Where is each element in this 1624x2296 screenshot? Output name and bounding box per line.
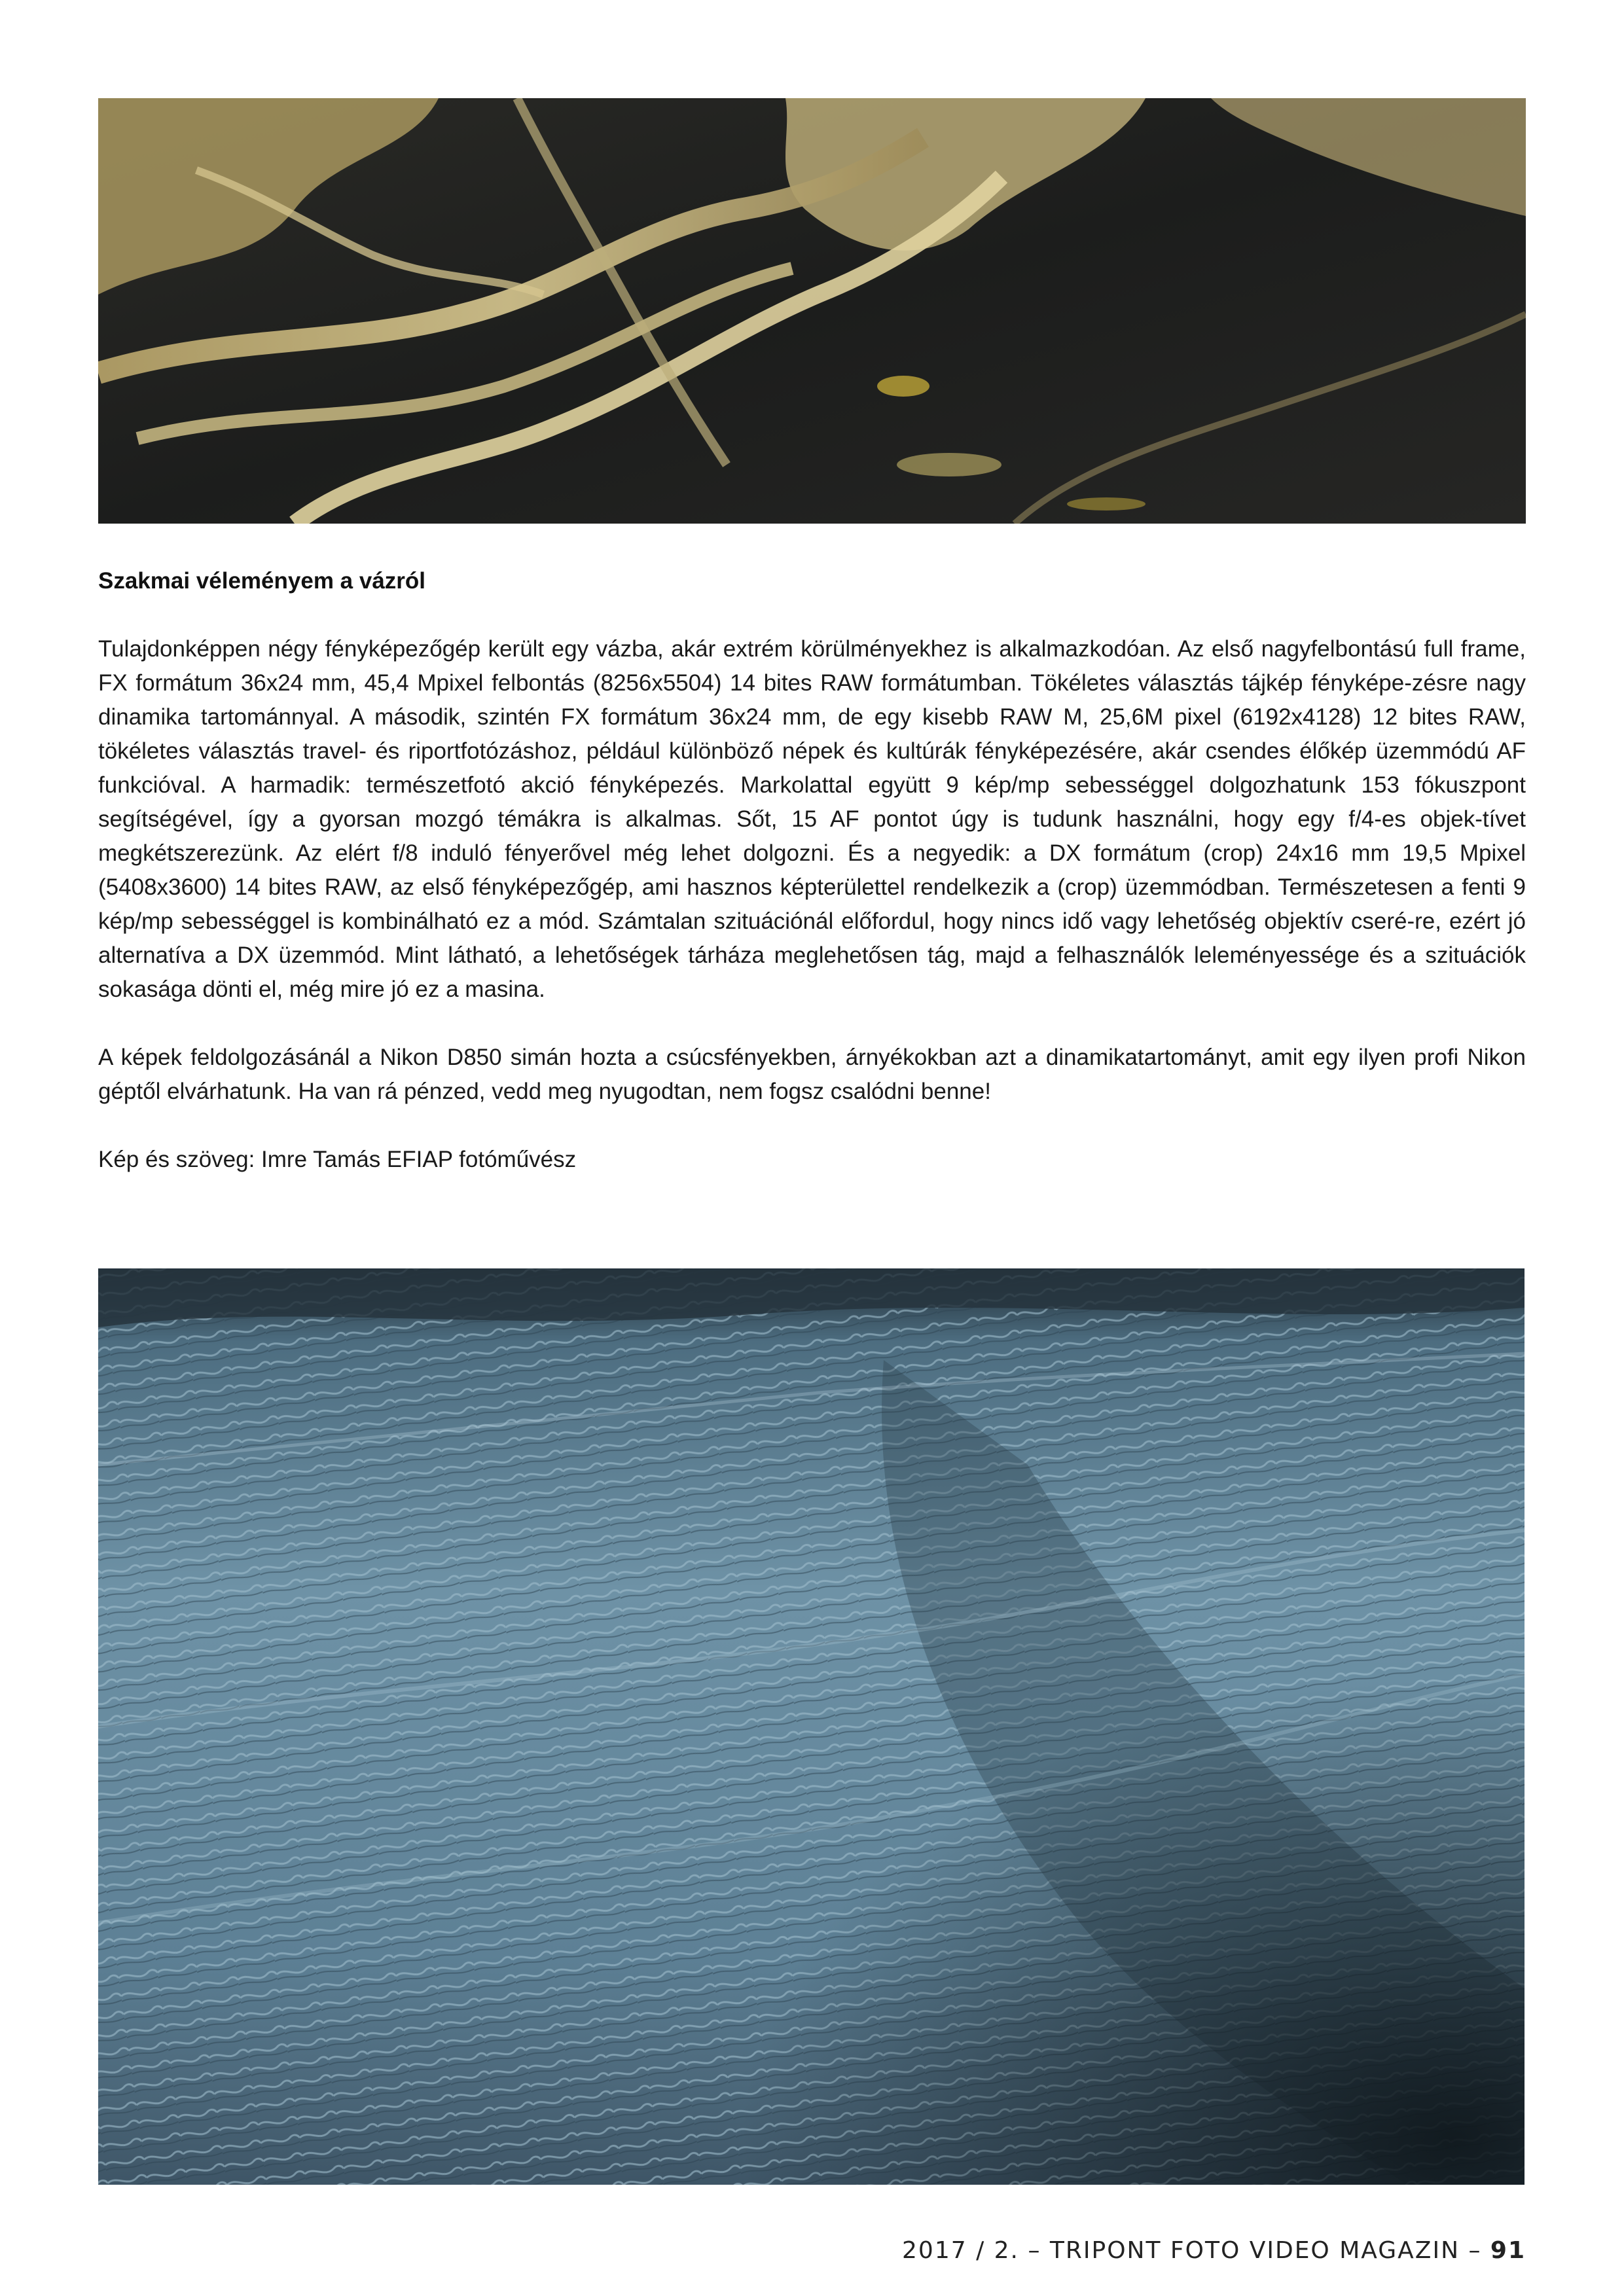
article-paragraph-2: A képek feldolgozásánál a Nikon D850 simán hozta a csúcsfényekben, árnyékokban azt a dinamikatartományt, amit egy ilyen profi Nikon géptől elvárhatunk. Ha van rá pénzed, vedd meg nyugodtan, nem fogsz csalódni benne!: [98, 1045, 1526, 1104]
photo-credit: Kép és szöveg: Imre Tamás EFIAP fotóművész: [98, 1147, 577, 1172]
glacier-photo: [98, 1268, 1525, 2185]
page-footer: [902, 2237, 1526, 2264]
article-paragraph-1: Tulajdonképpen négy fényképezőgép került egy vázba, akár extrém körülményekhez is alkalmazkodóan. Az első nagyfelbontású full frame, FX formátum 36x24 mm, 45,4 Mpixel felbontás (8256x5504) 14 bites RAW formátumban. Tökéletes választás tájkép fényképe-zésre nagy dinamika tartománnyal. A második, szintén FX formátum 36x24 mm, de egy kisebb RAW M, 25,6M pixel (6192x4128) 12 bites RAW, tökéletes választás travel- és riportfotózáshoz, például különböző népek és kultúrák fényképezésére, akár csendes élőkép üzemmódú AF funkcióval. A harmadik: természetfotó akció fényképezés. Markolattal együtt 9 kép/mp sebességgel dolgozhatunk 153 fókuszpont segítségével, így a gyorsan mozgó témákra is alkalmas. Sőt, 15 AF pontot úgy is tudunk használni, hogy egy f/4-es objek-tívet megkétszerezünk. Az elért f/8 induló fényerővel még lehet dolgozni. És a negyedik: a DX formátum (crop) 24x16 mm 19,5 Mpixel (5408x3600) 14 bites RAW, az első fényképezőgép, ami hasznos képterülettel rendelkezik a (crop) üzemmódban. Természetesen a fenti 9 kép/mp sebességgel is kombinálható ez a mód. Számtalan szituációnál előfordul, hogy nincs idő vagy lehetőség objektív cseré-re, ezért jó alternatíva a DX üzemmód. Mint látható, a lehetőségek tárháza meglehetősen tág, majd a felhasználók leleményessége és a szituációk sokasága dönti el, még mire jó ez a masina.: [98, 636, 1526, 1002]
aerial-river-photo: [98, 98, 1526, 524]
aerial-river-illustration: [98, 98, 1526, 524]
glacier-illustration: [98, 1268, 1525, 2185]
article-heading: Szakmai véleményem a vázról: [98, 568, 426, 594]
page-number: 91: [1490, 2237, 1526, 2264]
magazine-issue: 2017 / 2. – TRIPONT FOTO VIDEO MAGAZIN –: [902, 2237, 1490, 2264]
article-body: [98, 564, 1526, 1211]
